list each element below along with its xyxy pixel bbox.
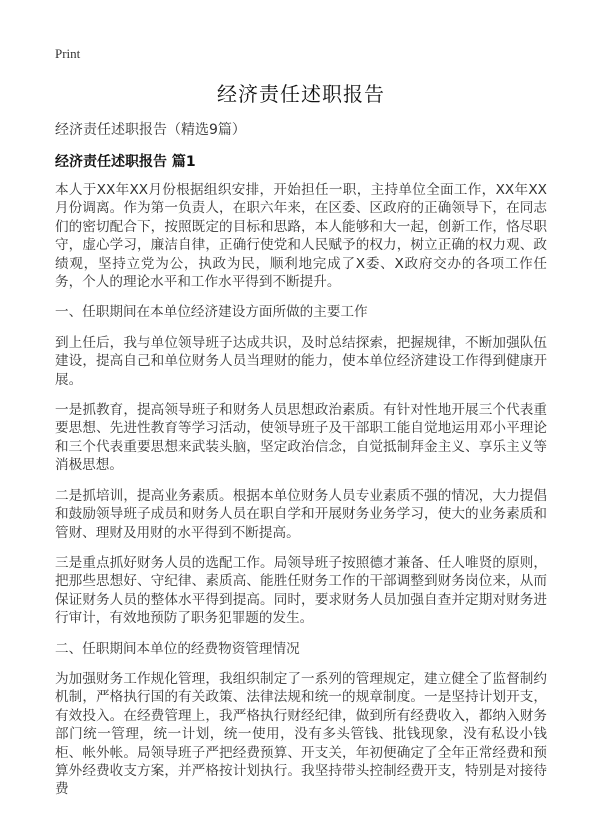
section-heading-2: 二、任职期间本单位的经费物资管理情况	[55, 640, 300, 657]
print-link[interactable]: Print	[55, 46, 81, 61]
article-heading: 经济责任述职报告 篇1	[55, 154, 196, 170]
paragraph: 一是抓教育，提高领导班子和财务人员思想政治素质。有针对性地开展三个代表重要思想、先进性教育等学习活动，使领导班子及干部职工能自觉地运用邓小平理论和三个代表重要思想来武装头脑，坚定政治信念，自觉抵制拜金主义、享乐主义等消极思想。	[55, 402, 547, 474]
section-heading-1: 一、任职期间在本单位经济建设方面所做的主要工作	[55, 304, 368, 321]
paragraph: 二是抓培训，提高业务素质。根据本单位财务人员专业素质不强的情况，大力提倡和鼓励领导班子成员和财务人员在职自学和开展财务业务学习，使大的业务素质和管财、理财及用财的水平得到不断提高。	[55, 487, 547, 541]
paragraph: 为加强财务工作规化管理，我组织制定了一系列的管理规定，建立健全了监督制约机制，严格执行国的有关政策、法律法规和统一的规章制度。一是坚持计划开支，有效投入。在经费管理上，我严格执行财经纪律，做到所有经费收入，都纳入财务部门统一管理，统一计划，统一使用，没有多头管钱、批钱现象，没有私设小钱柜、帐外帐。局领导班子严把经费预算、开支关，年初便确定了全年正常经费和预算外经费收支方案，并严格按计划执行。我坚持带头控制经费开支，特别是对接待费	[55, 670, 547, 798]
paragraph: 到上任后，我与单位领导班子达成共识，及时总结探索，把握规律，不断加强队伍建设，提高自己和单位财务人员当理财的能力，使本单位经济建设工作得到健康开展。	[55, 334, 547, 388]
document-subtitle: 经济责任述职报告（精选9篇）	[55, 122, 246, 138]
paragraph-intro: 本人于XX年XX月份根据组织安排，开始担任一职，主持单位全面工作，XX年XX月份调离。作为第一负责人，在职六年来，在区委、区政府的正确领导下，在同志们的密切配合下，按照既定的目标和思路，本人能够和大一起，创新工作，恪尽职守，虚心学习，廉洁自律，正确行使党和人民赋予的权力，树立正确的权力观、政绩观，坚持立党为公，执政为民，顺利地完成了X委、X政府交办的各项工作任务，个人的理论水平和工作水平得到不断提升。	[55, 182, 547, 291]
document-title: 经济责任述职报告	[217, 82, 385, 106]
paragraph: 三是重点抓好财务人员的选配工作。局领导班子按照德才兼备、任人唯贤的原则，把那些思想好、守纪律、素质高、能胜任财务工作的干部调整到财务岗位来，从而保证财务人员的整体水平得到提高。同时，要求财务人员加强自查并定期对财务进行审计，有效地预防了职务犯罪题的发生。	[55, 554, 547, 627]
